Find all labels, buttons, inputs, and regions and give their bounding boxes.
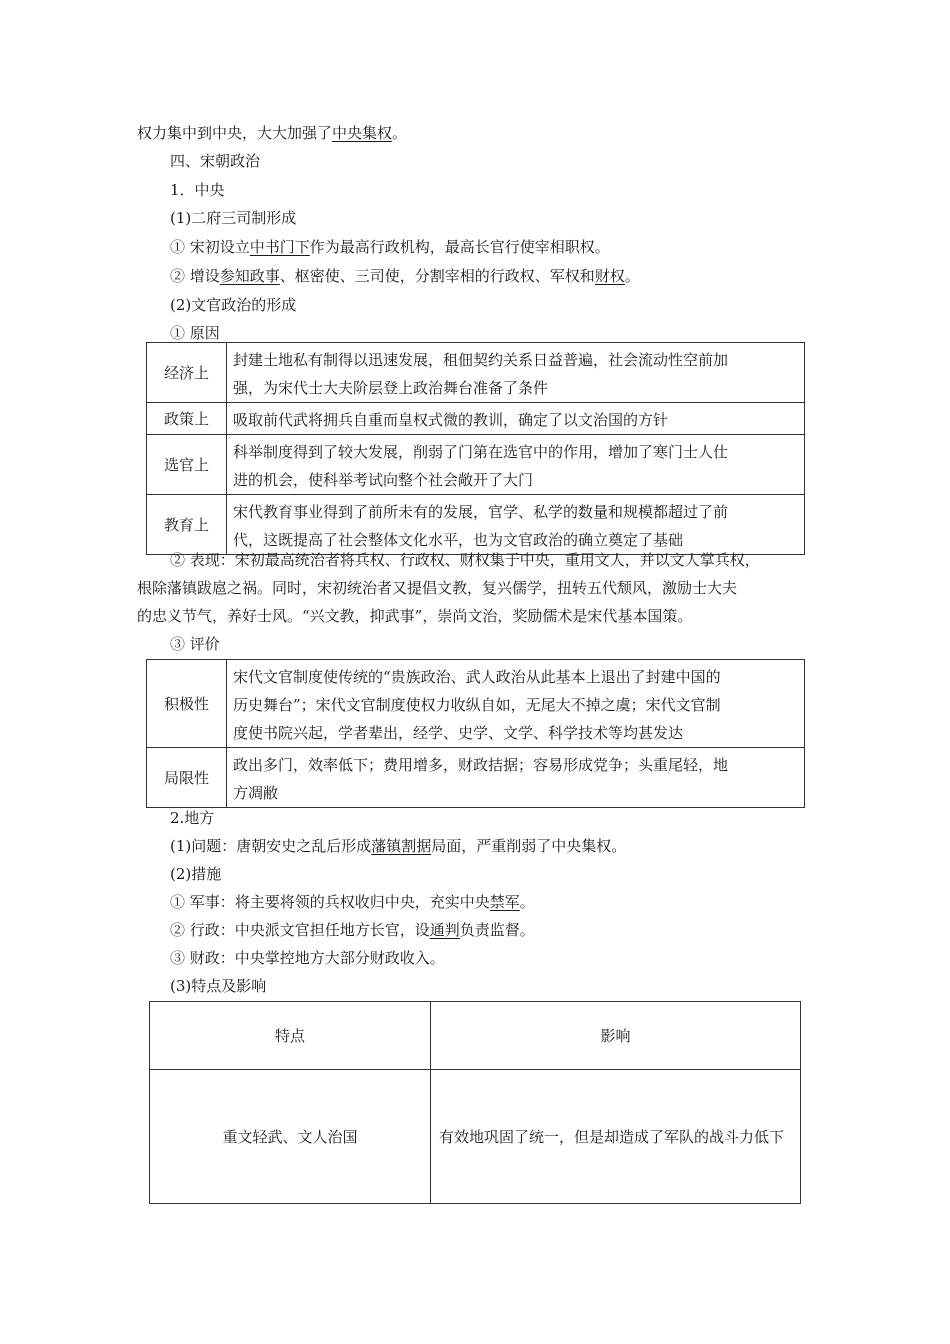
content-line: 吸取前代武将拥兵自重而皇权式微的教训，确定了以文治国的方针: [233, 411, 669, 429]
content-line: 宋代教育事业得到了前所未有的发展，官学、私学的数量和规模都超过了前: [233, 503, 729, 521]
measure-military: [170, 892, 535, 912]
content-line: 历史舞台”；宋代文官制度使权力收纵自如，无尾大不掉之虞；宋代文官制: [233, 696, 721, 714]
measure-financial: ③ 财政：中央掌控地方大部分财政收入。: [170, 949, 445, 967]
performance-line-3: 的忠义节气，养好士风。“兴文教，抑武事”，崇尚文治，奖励儒术是宋代基本国策。: [137, 607, 693, 625]
subheading-evaluation: ③ 评价: [170, 635, 220, 653]
underlined-term: 通判: [429, 921, 460, 939]
header-feature: 特点: [150, 1002, 431, 1070]
underlined-term: 禁军: [489, 893, 520, 911]
subheading-measures: (2)措施: [170, 865, 222, 883]
header-impact: 影响: [431, 1002, 801, 1070]
cell-impact: [431, 1070, 801, 1204]
subheading-civil-politics: (2)文官政治的形成: [170, 296, 297, 314]
item-text-end: 。: [624, 267, 640, 285]
reasons-table: [146, 342, 805, 555]
row-label: 积极性: [147, 660, 227, 748]
table-row: [147, 748, 805, 808]
row-label: 政策上: [147, 403, 227, 435]
table-row: [147, 403, 805, 435]
content-line: 科举制度得到了较大发展，削弱了门第在选官中的作用，增加了寒门士人仕: [233, 443, 729, 461]
row-label: 选官上: [147, 435, 227, 495]
section-heading-4: 四、宋朝政治: [170, 152, 261, 170]
row-content: [227, 435, 805, 495]
item-text-mid: 、枢密使、三司使，分割宰相的行政权、军权和: [279, 267, 595, 285]
item-2: [170, 266, 640, 286]
measure-administrative: [170, 920, 535, 940]
cell-feature: 重文轻武、文人治国: [150, 1070, 431, 1204]
table-header-row: [150, 1002, 801, 1070]
content-line: 封建土地私有制得以迅速发展，租佃契约关系日益普遍，社会流动性空前加: [233, 351, 729, 369]
row-content: [227, 660, 805, 748]
item-text-end: 局面，严重削弱了中央集权。: [431, 837, 627, 855]
underlined-term: 财权: [594, 267, 625, 285]
item-text-end: 作为最高行政机构，最高长官行使宰相职权。: [309, 238, 610, 256]
row-label: 经济上: [147, 343, 227, 403]
item-text: ① 宋初设立: [170, 238, 250, 256]
intro-line: [137, 123, 407, 143]
impact-text: 有效地巩固了统一，但是却造成了军队的战斗力低下: [439, 1127, 785, 1146]
subheading-two-fu-three-si: (1)二府三司制形成: [170, 209, 297, 227]
performance-line-1: ② 表现：宋初最高统治者将兵权、行政权、财权集于中央，重用文人，并以文人掌兵权，: [170, 551, 760, 569]
item-text: ② 行政：中央派文官担任地方长官，设: [170, 921, 430, 939]
row-content: [227, 748, 805, 808]
content-line: 方凋敝: [233, 784, 279, 802]
underlined-term: 中书门下: [249, 238, 310, 256]
content-line: 度使书院兴起，学者辈出，经学、史学、文学、科学技术等均甚发达: [233, 724, 684, 742]
content-line: 进的机会，使科举考试向整个社会敞开了大门: [233, 471, 534, 489]
content-line: 政出多门，效率低下；费用增多，财政拮据；容易形成党争；头重尾轻，地: [233, 756, 729, 774]
subheading-local: 2.地方: [170, 809, 215, 827]
underlined-term: 藩镇割据: [371, 837, 432, 855]
row-content: [227, 495, 805, 555]
local-problem: [170, 836, 626, 856]
content-line: 代，这既提高了社会整体文化水平，也为文官政治的确立奠定了基础: [233, 531, 684, 549]
subheading-central: 1．中央: [170, 181, 225, 199]
evaluation-table: [146, 659, 805, 808]
row-content: [227, 403, 805, 435]
row-label: 局限性: [147, 748, 227, 808]
content-line: 强，为宋代士大夫阶层登上政治舞台准备了条件: [233, 379, 549, 397]
intro-text-end: 。: [392, 124, 408, 142]
item-text-end: 。: [519, 893, 535, 911]
underlined-term: 参知政事: [219, 267, 280, 285]
subheading-reasons: ① 原因: [170, 324, 220, 342]
table-row: [150, 1070, 801, 1204]
item-text: ① 军事：将主要将领的兵权收归中央，充实中央: [170, 893, 490, 911]
table-row: [147, 660, 805, 748]
table-row: [147, 343, 805, 403]
performance-line-2: 根除藩镇跋扈之祸。同时，宋初统治者又提倡文教，复兴儒学，扭转五代颓风，激励士大夫: [137, 579, 738, 597]
item-text-end: 负责监督。: [459, 921, 535, 939]
table-row: [147, 495, 805, 555]
features-table: [149, 1001, 801, 1204]
item-text: ② 增设: [170, 267, 220, 285]
intro-text: 权力集中到中央，大大加强了: [137, 124, 333, 142]
subheading-features-impact: (3)特点及影响: [170, 977, 267, 995]
item-1: [170, 237, 610, 257]
table-row: [147, 435, 805, 495]
row-label: 教育上: [147, 495, 227, 555]
content-line: 宋代文官制度使传统的“贵族政治、武人政治从此基本上退出了封建中国的: [233, 668, 721, 686]
underlined-term: 中央集权: [332, 124, 393, 142]
item-text: (1)问题：唐朝安史之乱后形成: [170, 837, 372, 855]
row-content: [227, 343, 805, 403]
